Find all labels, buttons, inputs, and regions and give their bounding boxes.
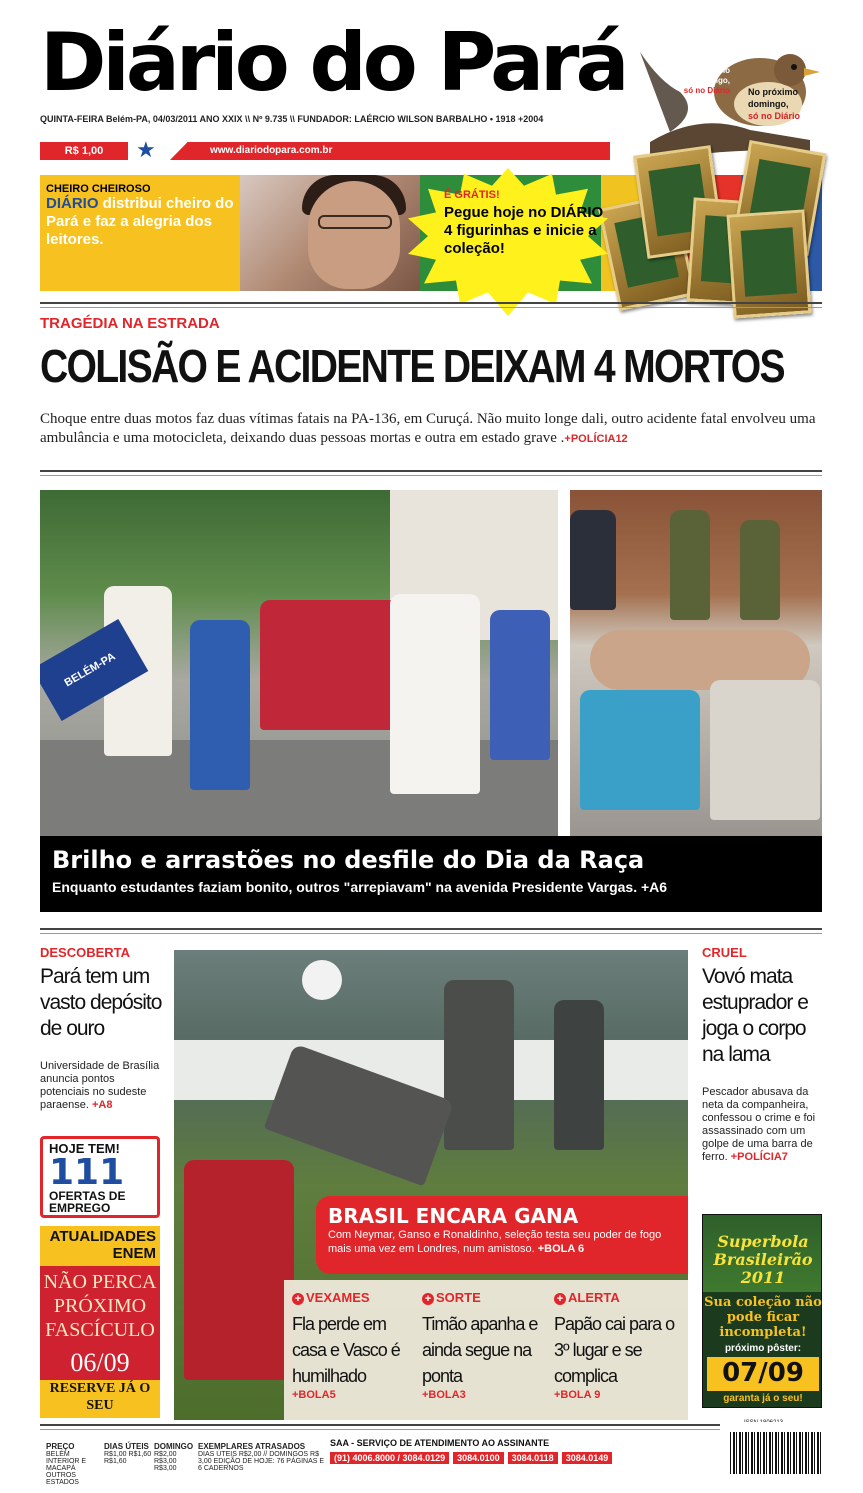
phone-number[interactable]: 3084.0118: [508, 1452, 558, 1464]
footer: PREÇO BELÉM INTERIOR E MACAPÁ OUTROS ESTADOS DIAS ÚTEIS R$1,00 R$1,60 R$1,60 DOMINGO R$2,00 R$3,00 R$3,00 EXEMPLARES ATRASADOS DIAS ÚTEIS R$2,00 // DOMINGOS R$ 3,00 EDIÇÃO DE HOJE: 76 PÁGINAS E 6 CADERNOS: [46, 1442, 325, 1486]
bird-promo: No próximo domingo, só no Diário: [748, 87, 801, 121]
lead-ref[interactable]: +POLÍCIA12: [564, 433, 628, 445]
enem-box[interactable]: ATUALIDADES ENEM NÃO PERCA PRÓXIMO FASCÍCULO 06/09 RESERVE JÁ O SEU: [40, 1226, 160, 1418]
superbola-ad[interactable]: Superbola Brasileirão 2011 Sua coleção não pode ficar incompleta! próximo pôster: 07/09 garanta já o seu!: [702, 1214, 822, 1408]
promo-text: DIÁRIO distribui cheiro do Pará e faz a alegria dos leitores.: [46, 195, 234, 248]
lead-headline[interactable]: COLISÃO E ACIDENTE DEIXAM 4 MORTOS: [40, 340, 784, 392]
barcode: [730, 1422, 822, 1474]
left-headline[interactable]: Pará tem um vasto depósito de ouro: [40, 965, 162, 1040]
price-badge: R$ 1,00: [40, 142, 128, 160]
divider: [40, 1424, 720, 1430]
sub-story[interactable]: + SORTE Timão apanha e ainda segue na ponta +BOLA3: [422, 1290, 538, 1401]
parade-photo: [40, 490, 558, 836]
plus-icon: +: [554, 1293, 566, 1305]
promo-kicker: CHEIRO CHEIROSO: [46, 183, 151, 195]
caption-title: Brilho e arrastões no desfile do Dia da Raça: [52, 846, 645, 874]
right-kicker: CRUEL: [702, 945, 747, 960]
plus-icon: +: [422, 1293, 434, 1305]
divider: [40, 302, 822, 308]
phone-number[interactable]: 3084.0100: [453, 1452, 504, 1464]
lead-deck: Choque entre duas motos faz duas vítimas fatais na PA-136, em Curuçá. Não muito longe dali, outro acidente fatal envolveu uma ambulância e uma motocicleta, deixando duas pessoas mortas e outra em estado grave .+POLÍCIA12: [40, 411, 816, 446]
star-icon: ★: [136, 137, 156, 162]
brasil-box[interactable]: BRASIL ENCARA GANA Com Neymar, Ganso e Ronaldinho, seleção testa seu poder de fogo mais uma vez em Londres, num amistoso. +BOLA 6: [316, 1196, 688, 1274]
arrest-photo: [570, 490, 822, 836]
lead-kicker: TRAGÉDIA NA ESTRADA: [40, 315, 220, 332]
left-body: Universidade de Brasília anuncia pontos potenciais no sudeste paraense. +A8: [40, 1060, 160, 1111]
caption-sub: Enquanto estudantes faziam bonito, outros "arrepiavam" na avenida Presidente Vargas. +A6: [52, 879, 668, 895]
free-burst-text[interactable]: É GRÁTIS! Pegue hoje no DIÁRIO 4 figurinhas e inicie a coleção!: [444, 189, 604, 257]
promo-box-cheiro[interactable]: [40, 175, 240, 291]
newspaper-title: Diário do Pará: [40, 16, 626, 109]
sub-story[interactable]: + VEXAMES Fla perde em casa e Vasco é humilhado +BOLA5: [292, 1290, 400, 1401]
right-headline[interactable]: Vovó mata estuprador e joga o corpo na lama: [702, 965, 808, 1066]
left-kicker: DESCOBERTA: [40, 945, 131, 960]
phone-number[interactable]: (91) 4006.8000 / 3084.0129: [330, 1452, 449, 1464]
right-body: Pescador abusava da neta da companheira, confessou o crime e foi assassinado com um golpe de uma barra de ferro. +POLÍCIA7: [702, 1086, 816, 1163]
divider: [40, 470, 822, 476]
plus-icon: +: [292, 1293, 304, 1305]
divider: [40, 928, 822, 934]
promo-photo: [240, 175, 420, 291]
subscriber-service: SAA - SERVIÇO DE ATENDIMENTO AO ASSINANTE (91) 4006.8000 / 3084.0129 3084.0100 3084.0118 3084.0149: [330, 1438, 720, 1466]
sub-story[interactable]: + ALERTA Papão cai para o 3º lugar e se complica +BOLA 9: [554, 1290, 675, 1401]
jobs-box[interactable]: HOJE TEM! 111 OFERTAS DE EMPREGO: [40, 1136, 160, 1218]
edition-info: QUINTA-FEIRA Belém-PA, 04/03/2011 ANO XXIX \\ Nº 9.735 \\ FUNDADOR: LAÉRCIO WILSON BARBALHO • 1918 +2004: [40, 114, 544, 124]
photo-caption[interactable]: [40, 836, 822, 912]
promo-top: No próximo domingo, só no Diário: [683, 66, 730, 95]
phone-number[interactable]: 3084.0149: [562, 1452, 613, 1464]
parade-sign: BELÉM-PA: [40, 619, 148, 721]
site-url[interactable]: www.diariodopara.com.br: [210, 145, 333, 156]
